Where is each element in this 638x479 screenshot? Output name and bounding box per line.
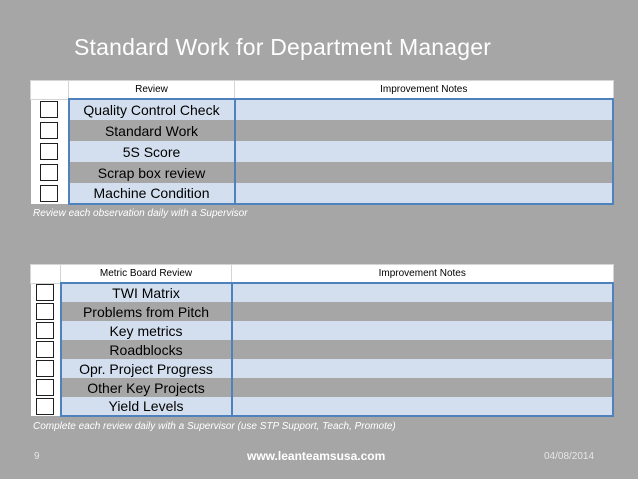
table-row bbox=[31, 183, 614, 204]
slide-title: Standard Work for Department Manager bbox=[74, 34, 492, 60]
improvement-note-cell[interactable] bbox=[232, 359, 614, 378]
improvement-note-cell[interactable] bbox=[232, 340, 614, 359]
header-metric-board-review: Metric Board Review bbox=[61, 265, 232, 284]
table-row bbox=[31, 321, 614, 340]
table-row bbox=[31, 378, 614, 397]
review-table bbox=[30, 80, 614, 205]
metric-board-table bbox=[30, 264, 614, 417]
header-review: Review bbox=[69, 81, 235, 100]
metric-item-label: Yield Levels bbox=[61, 397, 232, 416]
table-row bbox=[31, 283, 614, 302]
improvement-note-cell[interactable] bbox=[235, 99, 614, 120]
metric-item-label: Opr. Project Progress bbox=[61, 359, 232, 378]
header-checkbox-spacer bbox=[31, 81, 69, 100]
table-header bbox=[31, 265, 614, 284]
table-row bbox=[31, 302, 614, 321]
table-row bbox=[31, 141, 614, 162]
improvement-note-cell[interactable] bbox=[232, 302, 614, 321]
review-item-label: Scrap box review bbox=[69, 162, 235, 183]
improvement-note-cell[interactable] bbox=[235, 162, 614, 183]
checkbox[interactable] bbox=[36, 398, 54, 415]
checkbox[interactable] bbox=[36, 284, 54, 301]
table-header bbox=[31, 81, 614, 100]
website-url: www.leanteamsusa.com bbox=[247, 449, 386, 463]
table-row bbox=[31, 359, 614, 378]
metric-item-label: Roadblocks bbox=[61, 340, 232, 359]
header-checkbox-spacer bbox=[31, 265, 61, 284]
improvement-note-cell[interactable] bbox=[232, 321, 614, 340]
review-item-label: Machine Condition bbox=[69, 183, 235, 204]
table-row bbox=[31, 340, 614, 359]
checkbox[interactable] bbox=[40, 164, 58, 181]
improvement-note-cell[interactable] bbox=[235, 141, 614, 162]
improvement-note-cell[interactable] bbox=[232, 378, 614, 397]
review-item-label: Standard Work bbox=[69, 120, 235, 141]
table-row bbox=[31, 120, 614, 141]
metric-item-label: Other Key Projects bbox=[61, 378, 232, 397]
slide-date: 04/08/2014 bbox=[544, 451, 595, 462]
table-row bbox=[31, 397, 614, 416]
checkbox[interactable] bbox=[36, 303, 54, 320]
checkbox[interactable] bbox=[36, 322, 54, 339]
improvement-note-cell[interactable] bbox=[235, 183, 614, 204]
review-item-label: 5S Score bbox=[69, 141, 235, 162]
header-improvement-notes: Improvement Notes bbox=[235, 81, 614, 100]
improvement-note-cell[interactable] bbox=[232, 283, 614, 302]
header-improvement-notes: Improvement Notes bbox=[232, 265, 614, 284]
page-number: 9 bbox=[34, 451, 40, 462]
checkbox[interactable] bbox=[40, 101, 58, 118]
checkbox[interactable] bbox=[36, 379, 54, 396]
metric-footnote: Complete each review daily with a Supervisor (use STP Support, Teach, Promote) bbox=[33, 421, 396, 432]
metric-item-label: TWI Matrix bbox=[61, 283, 232, 302]
checkbox[interactable] bbox=[40, 122, 58, 139]
improvement-note-cell[interactable] bbox=[232, 397, 614, 416]
checkbox[interactable] bbox=[40, 185, 58, 202]
checkbox[interactable] bbox=[36, 341, 54, 358]
checkbox[interactable] bbox=[40, 143, 58, 160]
improvement-note-cell[interactable] bbox=[235, 120, 614, 141]
table-row bbox=[31, 99, 614, 120]
review-footnote: Review each observation daily with a Supervisor bbox=[33, 208, 248, 219]
metric-item-label: Key metrics bbox=[61, 321, 232, 340]
table-row bbox=[31, 162, 614, 183]
metric-item-label: Problems from Pitch bbox=[61, 302, 232, 321]
review-item-label: Quality Control Check bbox=[69, 99, 235, 120]
checkbox[interactable] bbox=[36, 360, 54, 377]
